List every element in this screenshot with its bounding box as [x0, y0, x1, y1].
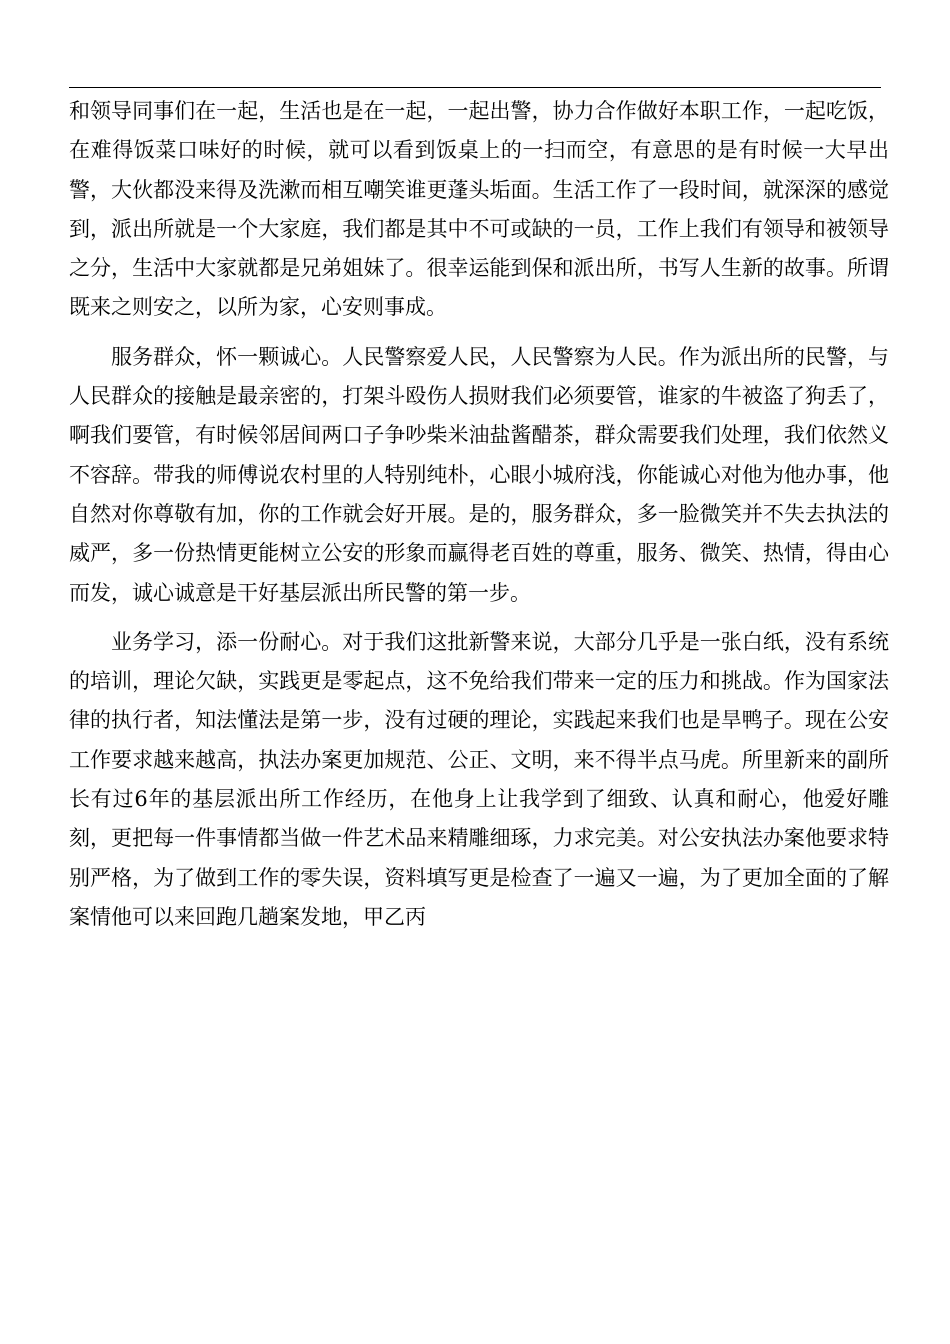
paragraph-2: 服务群众，怀一颗诚心。人民警察爱人民，人民警察为人民。作为派出所的民警，与人民群众的接触是最亲密的，打架斗殴伤人损财我们必须要管，谁家的牛被盗了狗丢了，啊我们要管，有时候邻居间两口子争吵柴米油盐酱醋茶，群众需要我们处理，我们依然义不容辞。带我的师傅说农村里的人特别纯朴，心眼小城府浅，你能诚心对他为他办事，他自然对你尊敬有加，你的工作就会好开展。是的，服务群众，多一脸微笑并不失去执法的威严，多一份热情更能树立公安的形象而赢得老百姓的尊重，服务、微笑、热情，得由心而发，诚心诚意是干好基层派出所民警的第一步。: [69, 344, 889, 605]
document-body: [69, 92, 889, 937]
header-rule: [69, 87, 881, 88]
paragraph-3: 业务学习，添一份耐心。对于我们这批新警来说，大部分几乎是一张白纸，没有系统的培训，理论欠缺，实践更是零起点，这不免给我们带来一定的压力和挑战。作为国家法律的执行者，知法懂法是第一步，没有过硬的理论，实践起来我们也是旱鸭子。现在公安工作要求越来越高，执法办案更加规范、公正、文明，来不得半点马虎。所里新来的副所长有过6年的基层派出所工作经历，在他身上让我学到了细致、认真和耐心，他爱好雕刻，更把每一件事情都当做一件艺术品来精雕细琢，力求完美。对公安执法办案他要求特别严格，为了做到工作的零失误，资料填写更是检查了一遍又一遍，为了更加全面的了解案情他可以来回跑几趟案发地，甲乙丙: [69, 629, 889, 929]
paragraph-1: 和领导同事们在一起，生活也是在一起，一起出警，协力合作做好本职工作，一起吃饭，在难得饭菜口味好的时候，就可以看到饭桌上的一扫而空，有意思的是有时候一大早出警，大伙都没来得及洗漱而相互嘲笑谁更蓬头垢面。生活工作了一段时间，就深深的感觉到，派出所就是一个大家庭，我们都是其中不可或缺的一员，工作上我们有领导和被领导之分，生活中大家就都是兄弟姐妹了。很幸运能到保和派出所，书写人生新的故事。所谓既来之则安之，以所为家，心安则事成。: [69, 99, 889, 320]
